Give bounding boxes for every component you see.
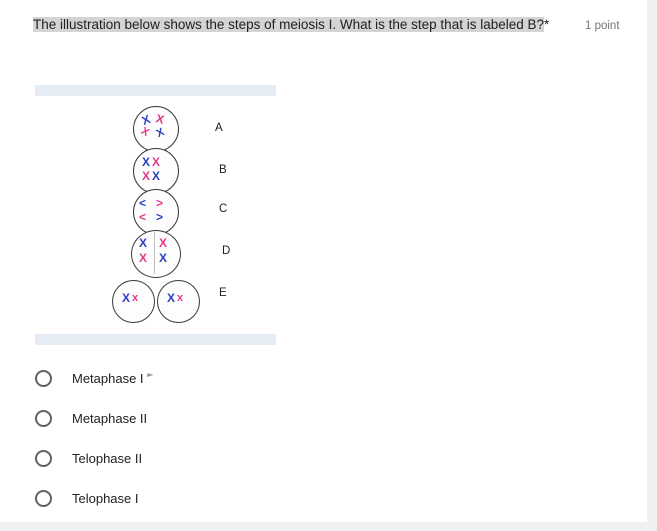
option-row[interactable]	[35, 478, 435, 518]
chromosome-d4: X	[159, 251, 168, 265]
answer-options-group[interactable]	[35, 358, 435, 518]
chromosome-c4: >	[156, 210, 164, 224]
meiosis-stages-diagram	[35, 85, 276, 350]
image-band-bottom	[35, 334, 276, 345]
option-row[interactable]	[35, 398, 435, 438]
chromosome-b2: X	[152, 155, 161, 169]
chromosome-a3: X	[138, 125, 152, 140]
chromosome-d2: X	[159, 236, 168, 250]
chromosome-e4: x	[177, 292, 184, 304]
stage-label-a: A	[215, 122, 223, 134]
chromosome-b1: X	[142, 155, 151, 169]
chromosome-e1: X	[122, 291, 131, 305]
radio-button-icon[interactable]	[35, 490, 52, 507]
option-label[interactable]: Metaphase II	[72, 410, 148, 426]
stage-label-d: D	[222, 245, 231, 257]
chromosome-a2: X	[154, 111, 166, 127]
chromosome-c1: <	[139, 196, 147, 210]
chromosome-c2: >	[156, 196, 164, 210]
chromosome-d3: X	[139, 251, 148, 265]
required-asterisk: *	[544, 17, 550, 32]
chromosome-c3: <	[139, 210, 147, 224]
chromosome-e2: x	[132, 292, 139, 304]
diagram-canvas	[35, 96, 276, 334]
radio-button-icon[interactable]	[35, 410, 52, 427]
stage-label-c: C	[219, 203, 228, 215]
radio-button-icon[interactable]	[35, 450, 52, 467]
chromosome-a4: X	[154, 126, 167, 141]
chromosome-d1: X	[139, 236, 148, 250]
page-right-margin	[647, 0, 657, 531]
option-label[interactable]: Telophase II	[72, 450, 143, 466]
image-band-top	[35, 85, 276, 96]
chromosome-b4: X	[152, 169, 161, 183]
option-row[interactable]	[35, 358, 435, 398]
chromosome-e3: X	[167, 291, 176, 305]
chromosome-b3: X	[142, 169, 151, 183]
question-block	[33, 14, 578, 36]
page-bottom-margin	[0, 522, 657, 531]
points-label: 1 point	[585, 20, 620, 32]
option-label[interactable]: Telophase I	[72, 490, 139, 506]
radio-button-icon[interactable]	[35, 370, 52, 387]
spindle-line-d	[154, 232, 155, 274]
stage-label-e: E	[219, 287, 227, 299]
question-text: The illustration below shows the steps of meiosis I. What is the step that is labeled B?	[33, 17, 545, 32]
stage-label-b: B	[219, 164, 227, 176]
option-row[interactable]	[35, 438, 435, 478]
option-label[interactable]: Metaphase I	[72, 370, 144, 386]
chromosome-a1: X	[139, 112, 153, 128]
